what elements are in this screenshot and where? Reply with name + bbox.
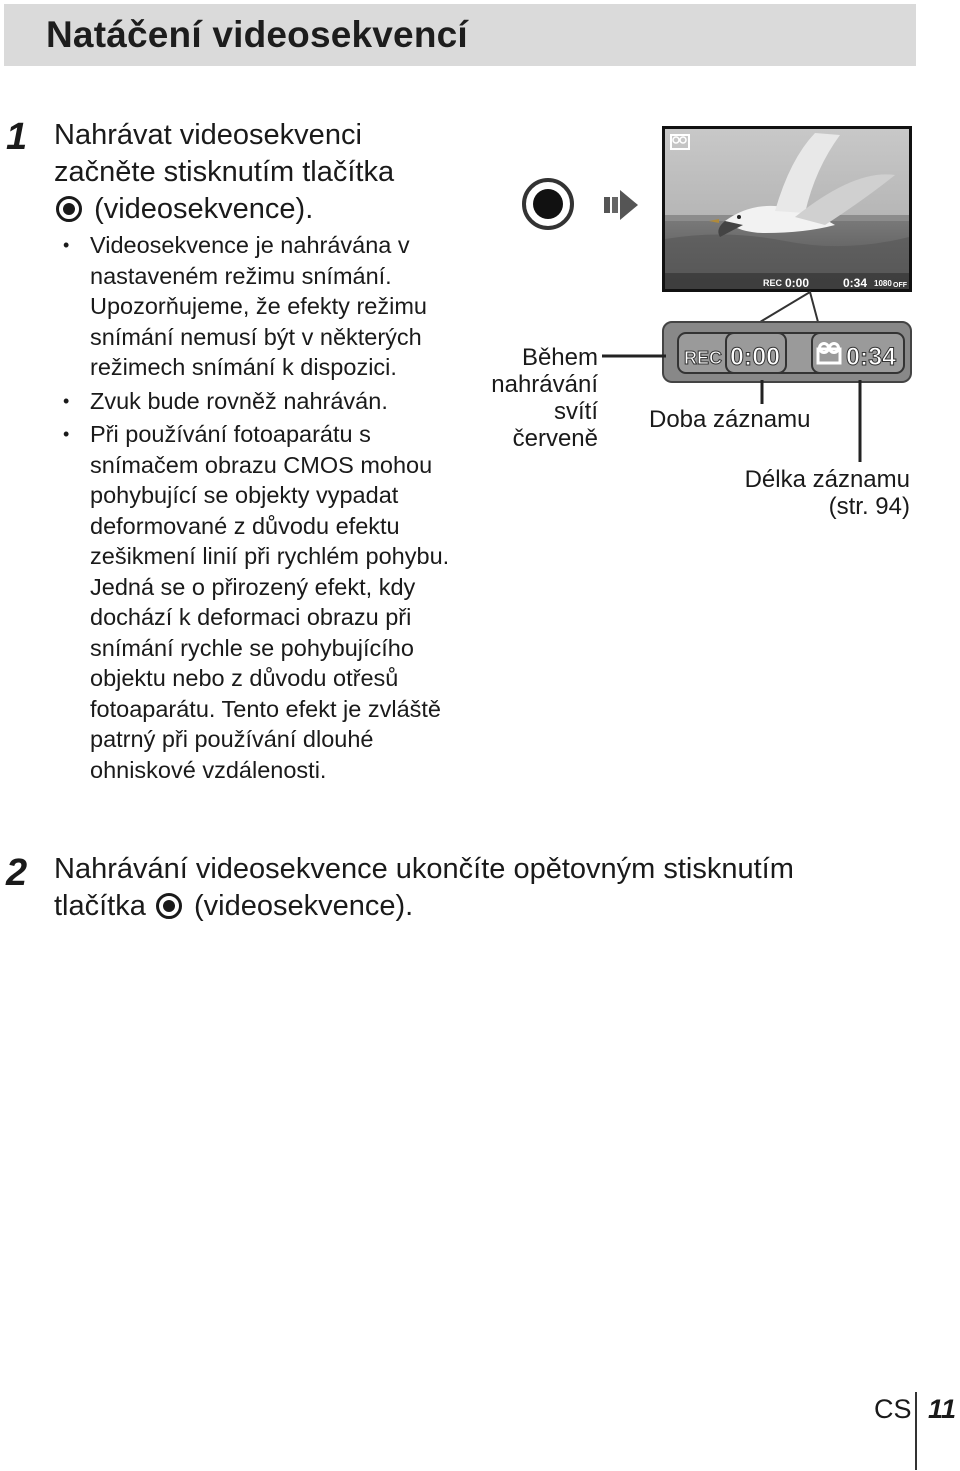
- label-elapsed-time: Doba záznamu: [649, 406, 811, 433]
- step-2-instruction: [54, 851, 914, 925]
- callout-line: Během: [521, 344, 598, 371]
- movie-record-button-icon: [522, 178, 574, 230]
- rec-indicator: REC: [684, 348, 723, 368]
- callout-line: červeně: [512, 425, 598, 452]
- footer-divider: [915, 1392, 917, 1470]
- note-item: • Videosekvence je nahrávána v nastaveném režimu snímání. Upozorňujeme, že efekty režimu snímání nemusí být v některých režimech snímání k dispozici.: [60, 230, 480, 383]
- language-code: CS: [874, 1394, 912, 1424]
- arrow-right-icon: [604, 186, 640, 224]
- seagull-photo: [665, 129, 909, 289]
- title-bar: [4, 4, 916, 66]
- step-1-instruction: [54, 117, 494, 228]
- callout-line: svítí: [553, 398, 598, 425]
- label-remaining-time: [690, 466, 910, 520]
- step-1-line-1: Nahrávat videosekvenci: [54, 119, 362, 151]
- step-2-number: 2: [6, 852, 28, 894]
- page-number: 11: [928, 1394, 957, 1424]
- step-1-number: 1: [6, 116, 28, 158]
- screen-remaining: 0:34: [843, 276, 868, 289]
- step-1-line-2: začněte stisknutím tlačítka: [54, 156, 395, 188]
- label-remaining-line: Délka záznamu: [744, 466, 910, 493]
- step-1-notes: [60, 230, 480, 788]
- note-item: • Zvuk bude rovněž nahráván.: [60, 386, 480, 417]
- step-1-line-3-text: (videosekvence).: [94, 193, 314, 225]
- callout-recording-light: [484, 344, 598, 452]
- movie-button-icon: [156, 893, 182, 919]
- elapsed-time: 0:00: [730, 343, 781, 371]
- step-1-line-3: [54, 191, 494, 228]
- label-remaining-line: (str. 94): [828, 493, 910, 520]
- callout-line: nahrávání: [491, 371, 598, 398]
- step-2-line-1: Nahrávání videosekvence ukončíte opětovným stisknutím: [54, 853, 794, 885]
- step-2-line-2: [54, 888, 914, 925]
- screen-rec-label: REC: [763, 278, 783, 288]
- screen-quality: 1080: [874, 279, 892, 288]
- note-item: • Při používání fotoaparátu s snímačem obrazu CMOS mohou pohybující se objekty vypadat deformované z důvodu efektu zešikmení linií při rychlém pohybu. Jedná se o přirozený efekt, kdy dochází k deformaci obrazu při snímání rychle se pohybujícího objektu nebo z důvodu otřesů fotoaparátu. Tento efekt je zvláště patrný při používání dlouhé ohniskové vzdálenosti.: [60, 419, 480, 785]
- step-2-line-2-end: (videosekvence).: [194, 890, 414, 922]
- page-title: Natáčení videosekvencí: [46, 14, 468, 55]
- screen-stabilizer: OFF: [893, 282, 907, 289]
- zoom-pointer: [760, 290, 820, 324]
- screen-elapsed: 0:00: [785, 276, 810, 289]
- step-2-line-2-text: tlačítka: [54, 890, 146, 922]
- movie-button-icon: [56, 196, 82, 222]
- camera-screen: [662, 126, 912, 292]
- remaining-time: 0:34: [846, 343, 897, 371]
- leader-lines: [596, 340, 916, 470]
